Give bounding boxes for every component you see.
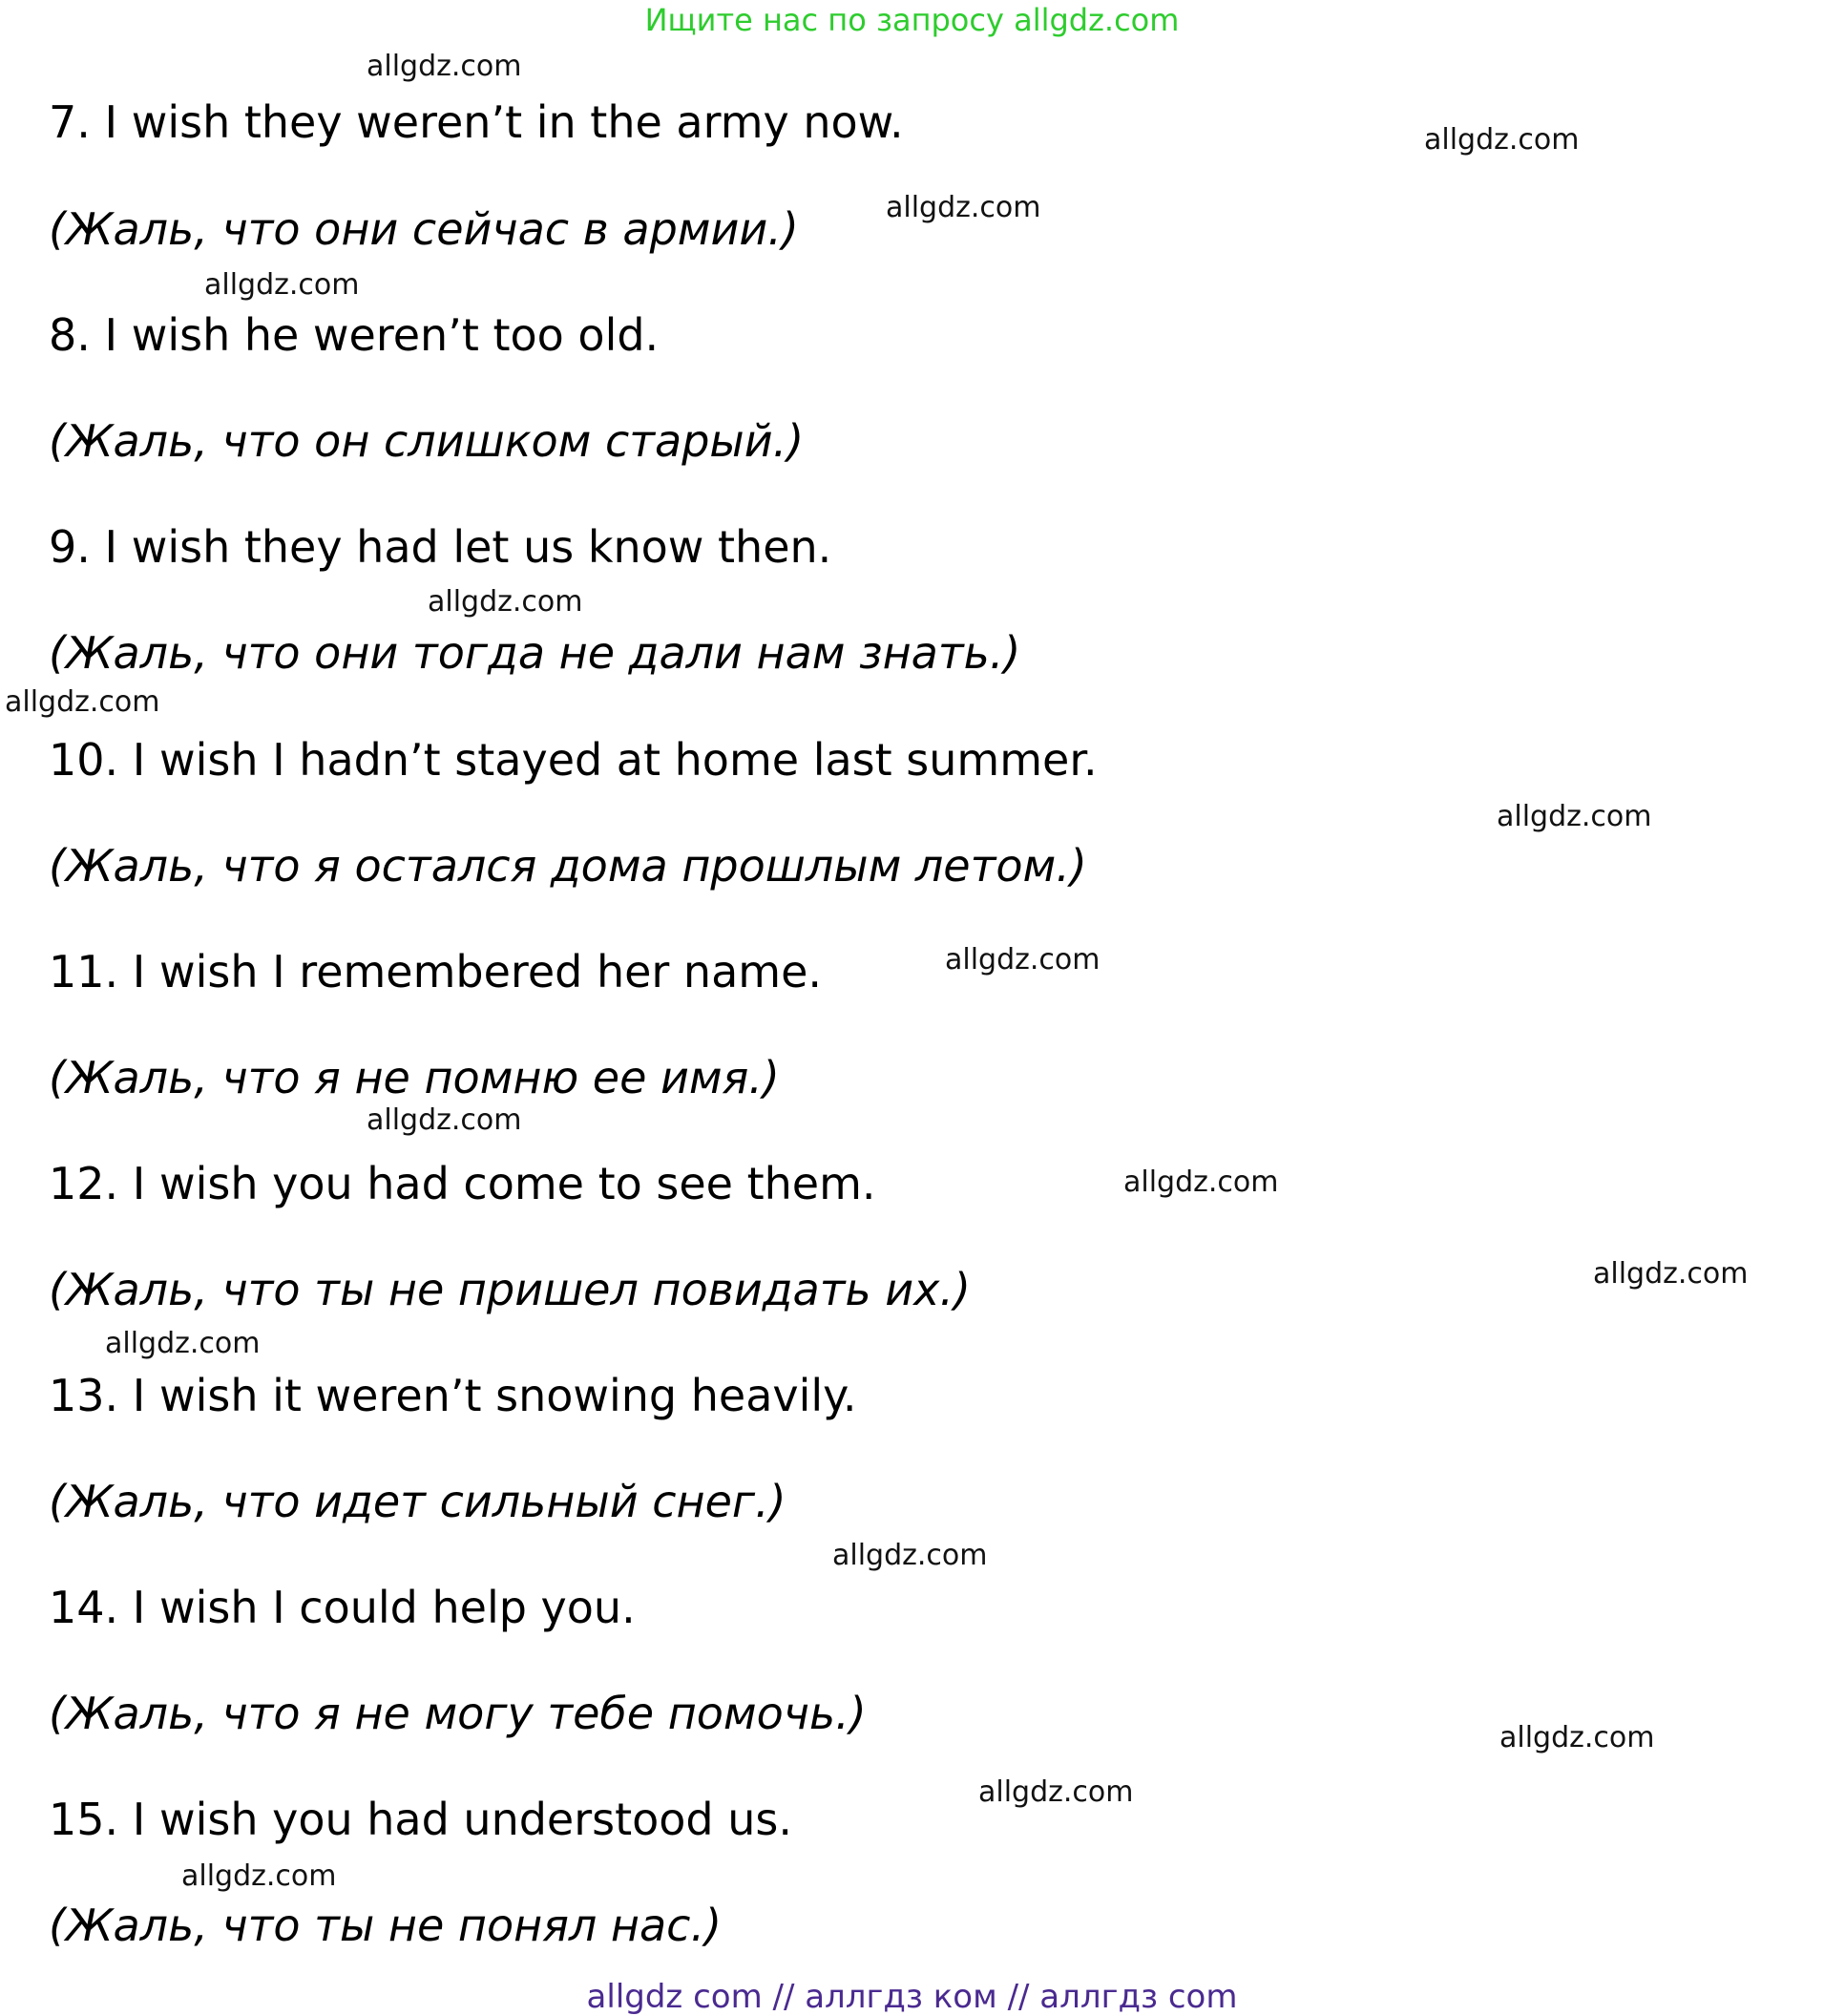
watermark: allgdz.com — [105, 1327, 261, 1360]
exercise-translation-10: (Жаль, что я остался дома прошлым летом.) — [49, 840, 1087, 892]
exercise-translation-15: (Жаль, что ты не понял нас.) — [49, 1900, 723, 1951]
watermark: allgdz.com — [1123, 1166, 1279, 1199]
exercise-translation-14: (Жаль, что я не могу тебе помочь.) — [49, 1688, 867, 1739]
watermark: allgdz.com — [1499, 1721, 1655, 1754]
watermark: allgdz.com — [428, 585, 583, 619]
exercise-translation-9: (Жаль, что они тогда не дали нам знать.) — [49, 627, 1021, 679]
exercise-translation-11: (Жаль, что я не помню ее имя.) — [49, 1052, 780, 1103]
exercise-sentence-9: 9. I wish they had let us know then. — [49, 521, 832, 573]
watermark: allgdz.com — [945, 943, 1101, 976]
exercise-sentence-8: 8. I wish he weren’t too old. — [49, 309, 660, 361]
exercise-sentence-15: 15. I wish you had understood us. — [49, 1794, 792, 1845]
exercise-translation-12: (Жаль, что ты не пришел повидать их.) — [49, 1264, 971, 1315]
footer-watermark-links[interactable]: allgdz com // аллгдз ком // аллгдз com — [586, 1978, 1238, 2016]
watermark: allgdz.com — [1497, 800, 1652, 833]
watermark: allgdz.com — [1593, 1257, 1749, 1291]
exercise-translation-13: (Жаль, что идет сильный снег.) — [49, 1476, 786, 1527]
watermark: allgdz.com — [886, 191, 1041, 224]
exercise-sentence-14: 14. I wish I could help you. — [49, 1582, 636, 1633]
watermark: allgdz.com — [1424, 123, 1580, 157]
site-search-hint[interactable]: Ищите нас по запросу allgdz.com — [644, 2, 1180, 38]
watermark: allgdz.com — [204, 268, 360, 302]
watermark: allgdz.com — [367, 1103, 522, 1137]
watermark: allgdz.com — [367, 50, 522, 83]
watermark: allgdz.com — [978, 1775, 1134, 1809]
exercise-sentence-7: 7. I wish they weren’t in the army now. — [49, 96, 904, 148]
exercise-sentence-13: 13. I wish it weren’t snowing heavily. — [49, 1370, 857, 1421]
watermark: allgdz.com — [181, 1859, 337, 1893]
exercise-translation-7: (Жаль, что они сейчас в армии.) — [49, 203, 799, 255]
exercise-sentence-11: 11. I wish I remembered her name. — [49, 946, 823, 998]
exercise-sentence-10: 10. I wish I hadn’t stayed at home last summer. — [49, 734, 1098, 786]
watermark: allgdz.com — [832, 1539, 988, 1572]
watermark: allgdz.com — [5, 685, 160, 719]
exercise-sentence-12: 12. I wish you had come to see them. — [49, 1158, 876, 1209]
exercise-translation-8: (Жаль, что он слишком старый.) — [49, 415, 805, 467]
